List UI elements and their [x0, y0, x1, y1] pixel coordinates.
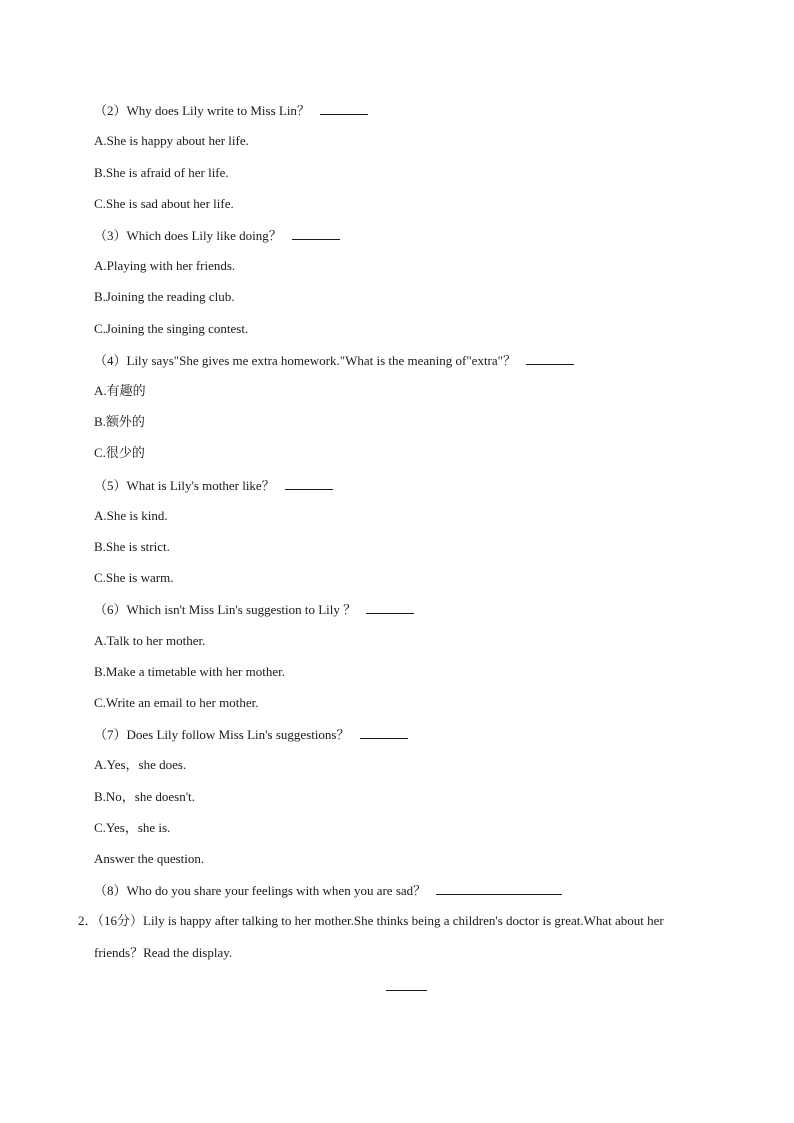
question-8-prompt: （8）Who do you share your feelings with when you are sad？	[94, 883, 427, 898]
option-5c: C.She is warm.	[94, 570, 174, 585]
option-4b: B.额外的	[94, 414, 145, 429]
question-2-prompt: （2）Why does Lily write to Miss Lin？	[94, 103, 310, 118]
question-2	[94, 102, 368, 119]
question-3	[94, 227, 340, 244]
option-5a: A.She is kind.	[94, 508, 168, 523]
option-6c: C.Write an email to her mother.	[94, 695, 259, 710]
section-2-line-2: friends？Read the display.	[94, 945, 233, 960]
question-3-prompt: （3）Which does Lily like doing？	[94, 228, 282, 243]
answer-blank-8[interactable]	[436, 882, 562, 895]
question-5-prompt: （5）What is Lily's mother like？	[94, 478, 275, 493]
question-8	[94, 882, 562, 899]
option-7a: A.Yes，she does.	[94, 757, 187, 772]
answer-blank-5[interactable]	[285, 477, 333, 490]
option-5b: B.She is strict.	[94, 539, 170, 554]
option-3b: B.Joining the reading club.	[94, 289, 235, 304]
option-4a: A.有趣的	[94, 383, 146, 398]
answer-blank-7[interactable]	[360, 726, 408, 739]
question-7-prompt: （7）Does Lily follow Miss Lin's suggestions？	[94, 727, 350, 742]
option-3c: C.Joining the singing contest.	[94, 321, 249, 336]
display-answer-blank[interactable]	[386, 984, 427, 991]
option-2b: B.She is afraid of her life.	[94, 165, 229, 180]
question-6-prompt: （6）Which isn't Miss Lin's suggestion to Lily ？	[94, 602, 357, 617]
section-2-line-1: 2．（16分）Lily is happy after talking to her mother.She thinks being a children's doctor is great.What about her	[78, 913, 664, 928]
answer-blank-2[interactable]	[320, 102, 368, 115]
option-7b: B.No，she doesn't.	[94, 789, 195, 804]
option-2c: C.She is sad about her life.	[94, 196, 234, 211]
option-3a: A.Playing with her friends.	[94, 258, 236, 273]
option-7c: C.Yes，she is.	[94, 820, 171, 835]
answer-blank-4[interactable]	[526, 352, 574, 365]
answer-blank-6[interactable]	[366, 601, 414, 614]
option-6a: A.Talk to her mother.	[94, 633, 206, 648]
question-4-prompt: （4）Lily says"She gives me extra homework."What is the meaning of"extra"？	[94, 353, 516, 368]
option-6b: B.Make a timetable with her mother.	[94, 664, 285, 679]
question-5	[94, 477, 333, 494]
option-4c: C.很少的	[94, 445, 145, 460]
answer-instruction: Answer the question.	[94, 851, 205, 866]
option-2a: A.She is happy about her life.	[94, 133, 249, 148]
answer-blank-3[interactable]	[292, 227, 340, 240]
question-7	[94, 726, 408, 743]
question-6	[94, 601, 414, 618]
question-4	[94, 352, 574, 369]
